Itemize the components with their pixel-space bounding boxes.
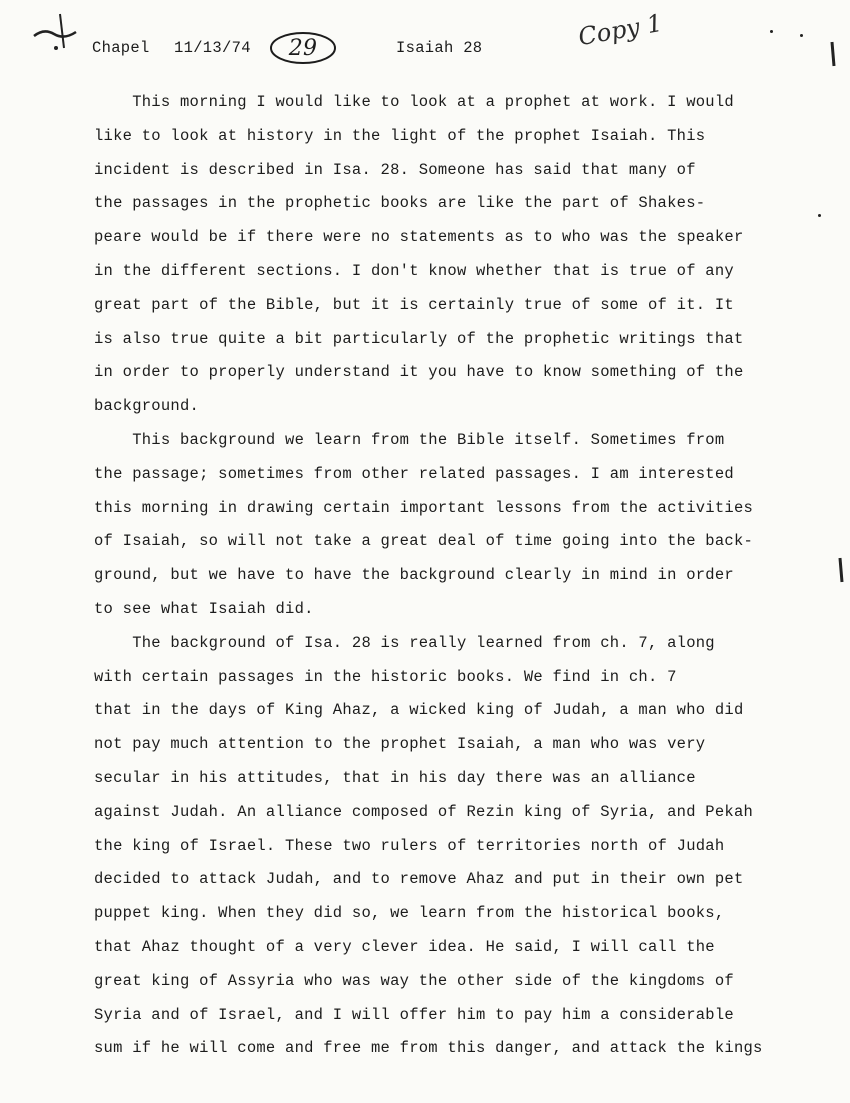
text-line: to see what Isaiah did.	[94, 599, 314, 618]
text-line: peare would be if there were no statements as to who was the speaker	[94, 228, 744, 247]
text-line: in order to properly understand it you have to know something of the	[94, 363, 744, 382]
text-line: This morning I would like to look at a prophet at work. I would	[94, 93, 734, 111]
text-line: is also true quite a bit particularly of the prophetic writings that	[94, 329, 744, 348]
margin-mark-right-lower	[836, 556, 846, 586]
text-line: Syria and of Israel, and I will offer him to pay him a considerable	[94, 1005, 734, 1024]
text-line: great king of Assyria who was way the other side of the kingdoms of	[94, 971, 734, 990]
text-line: ground, but we have to have the background clearly in mind in order	[94, 566, 734, 585]
margin-mark-right	[826, 40, 840, 70]
chapel-label: Chapel	[92, 39, 150, 57]
body-text	[94, 86, 814, 1066]
speck	[770, 30, 773, 33]
date-label: 11/13/74	[174, 39, 251, 57]
text-line: secular in his attitudes, that in his day there was an alliance	[94, 768, 696, 787]
text-line: like to look at history in the light of the prophet Isaiah. This	[94, 126, 706, 145]
text-line: this morning in drawing certain important lessons from the activities	[94, 498, 754, 517]
text-line: puppet king. When they did so, we learn from the historical books,	[94, 904, 725, 923]
text-line: the passage; sometimes from other related passages. I am interested	[94, 464, 734, 483]
text-line: This background we learn from the Bible itself. Sometimes from	[94, 430, 725, 449]
text-line: sum if he will come and free me from this danger, and attack the kings	[94, 1039, 763, 1058]
margin-scribble	[30, 8, 90, 58]
scripture-reference: Isaiah 28	[396, 39, 483, 57]
text-line: with certain passages in the historic books. We find in ch. 7	[94, 667, 677, 686]
document-header	[92, 36, 792, 66]
text-line: of Isaiah, so will not take a great deal of time going into the back-	[94, 532, 754, 551]
text-line: not pay much attention to the prophet Isaiah, a man who was very	[94, 735, 706, 754]
text-line: the passages in the prophetic books are like the part of Shakes-	[94, 194, 706, 213]
text-line: that in the days of King Ahaz, a wicked king of Judah, a man who did	[94, 701, 744, 720]
page-number: 29	[288, 35, 318, 61]
text-line: The background of Isa. 28 is really learned from ch. 7, along	[94, 633, 715, 652]
text-line: incident is described in Isa. 28. Someone has said that many of	[94, 160, 696, 179]
speck	[818, 214, 821, 217]
text-line: background.	[94, 397, 200, 416]
text-line: great part of the Bible, but it is certainly true of some of it. It	[94, 295, 734, 314]
text-line: against Judah. An alliance composed of Rezin king of Syria, and Pekah	[94, 802, 754, 821]
text-line: in the different sections. I don't know whether that is true of any	[94, 261, 734, 280]
speck	[800, 34, 803, 37]
handwritten-copy-note: Copy 1	[576, 8, 665, 52]
circled-page-number	[268, 30, 338, 66]
text-line: that Ahaz thought of a very clever idea. He said, I will call the	[94, 937, 715, 956]
text-line: decided to attack Judah, and to remove Ahaz and put in their own pet	[94, 870, 744, 889]
text-line: the king of Israel. These two rulers of territories north of Judah	[94, 836, 725, 855]
